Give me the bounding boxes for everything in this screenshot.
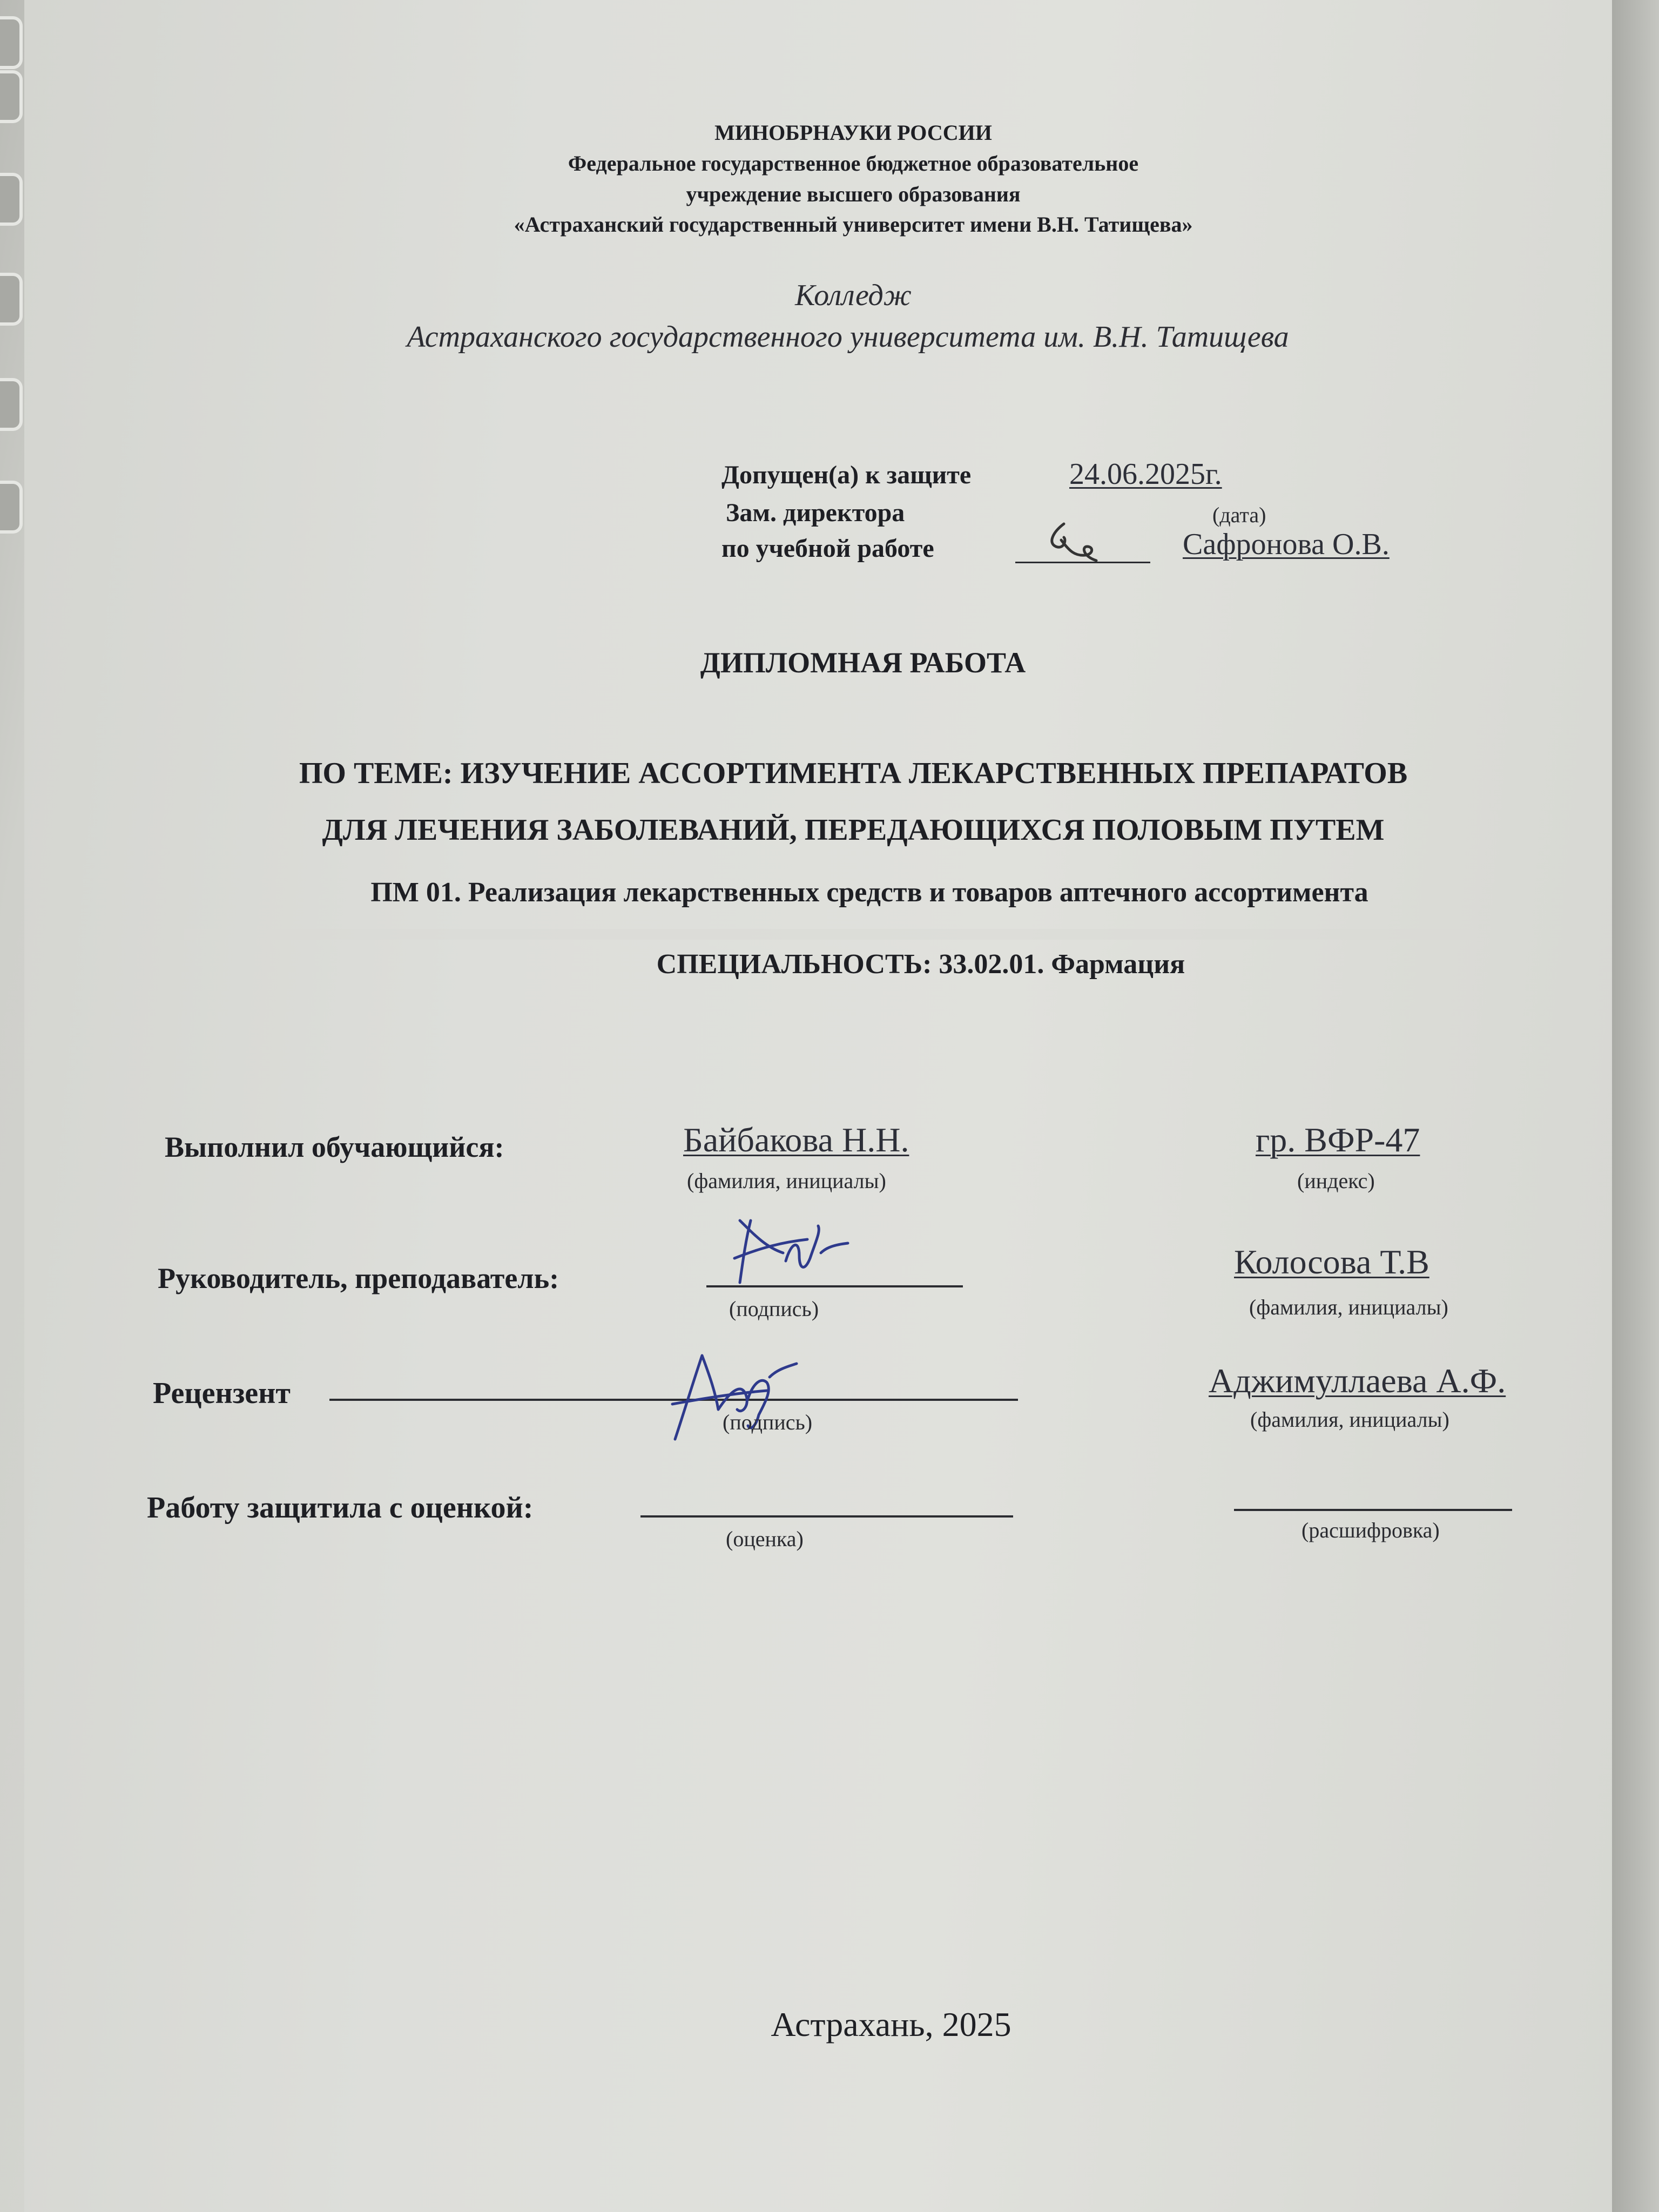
decode-hint: (расшифровка)	[1301, 1518, 1440, 1542]
university-name: «Астраханский государственный университет имени В.Н. Татищева»	[514, 212, 1193, 237]
ministry-line: МИНОБРНАУКИ РОССИИ	[714, 120, 992, 145]
admission-label: Допущен(а) к защите	[721, 461, 972, 489]
supervisor-sign-hint: (подпись)	[729, 1297, 819, 1321]
specialty-line: СПЕЦИАЛЬНОСТЬ: 33.02.01. Фармация	[656, 949, 1185, 980]
binding-ring	[0, 173, 23, 226]
student-group-hint: (индекс)	[1297, 1169, 1375, 1193]
city-year: Астрахань, 2025	[771, 2005, 1011, 2044]
grade-label: Работу защитила с оценкой:	[147, 1491, 534, 1525]
decode-line	[1234, 1509, 1512, 1511]
date-hint: (дата)	[1212, 503, 1266, 527]
student-group: гр. ВФР-47	[1256, 1121, 1420, 1159]
institution-type-line: Федеральное государственное бюджетное образовательное	[568, 151, 1139, 176]
reviewer-sign-hint: (подпись)	[723, 1410, 813, 1434]
college-name-2: Астраханского государственного университета им. В.Н. Татищева	[407, 320, 1289, 354]
show-through-text	[184, 929, 1534, 940]
reviewer-name-hint: (фамилия, инициалы)	[1250, 1407, 1449, 1432]
supervisor-label: Руководитель, преподаватель:	[158, 1262, 559, 1294]
reviewer-name: Аджимуллаева А.Ф.	[1209, 1361, 1506, 1400]
binding-ring	[0, 273, 23, 326]
position-line-1: Зам. директора	[726, 498, 905, 527]
supervisor-name: Колосова Т.В	[1234, 1243, 1429, 1281]
grade-hint: (оценка)	[726, 1527, 804, 1551]
student-name-hint: (фамилия, инициалы)	[687, 1169, 886, 1193]
binding-ring	[0, 16, 23, 69]
college-name: Колледж	[795, 279, 912, 312]
binding-ring	[0, 378, 23, 431]
binding-ring	[0, 70, 23, 123]
theme-line-1: ПО ТЕМЕ: ИЗУЧЕНИЕ АССОРТИМЕНТА ЛЕКАРСТВЕННЫХ ПРЕПАРАТОВ	[299, 757, 1408, 790]
grade-line	[640, 1515, 1013, 1518]
position-line-2: по учебной работе	[721, 534, 934, 563]
module-line: ПМ 01. Реализация лекарственных средств и товаров аптечного ассортимента	[370, 877, 1368, 908]
theme-line-2: ДЛЯ ЛЕЧЕНИЯ ЗАБОЛЕВАНИЙ, ПЕРЕДАЮЩИХСЯ ПОЛОВЫМ ПУТЕМ	[322, 813, 1385, 847]
next-page-edge	[1612, 0, 1659, 2212]
document-title: ДИПЛОМНАЯ РАБОТА	[700, 646, 1026, 679]
student-name: Байбакова Н.Н.	[683, 1121, 909, 1159]
admission-date: 24.06.2025г.	[1069, 457, 1222, 491]
deputy-name: Сафронова О.В.	[1183, 528, 1390, 561]
supervisor-name-hint: (фамилия, инициалы)	[1249, 1295, 1448, 1319]
reviewer-label: Рецензент	[153, 1377, 291, 1410]
institution-type-line-2: учреждение высшего образования	[686, 182, 1021, 206]
supervisor-signature	[718, 1210, 859, 1291]
student-label: Выполнил обучающийся:	[165, 1131, 504, 1163]
binding-ring	[0, 481, 23, 534]
deputy-signature	[1034, 513, 1115, 567]
